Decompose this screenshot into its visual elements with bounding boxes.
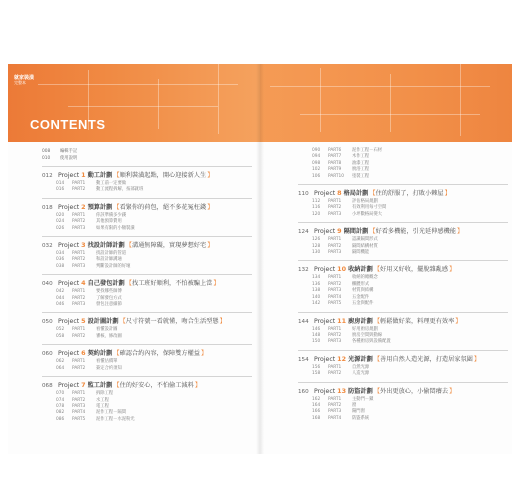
toc-project — [298, 350, 508, 378]
toc-subitem — [42, 334, 252, 340]
project-prefix: Project — [314, 228, 336, 236]
toc-subitem — [298, 416, 508, 422]
subitem-part: PART5 — [72, 416, 86, 422]
subitem-title: 五金與配件 — [352, 301, 374, 307]
subitem-part: PART2 — [72, 397, 86, 403]
toc-subitem — [42, 187, 252, 193]
project-heading — [42, 170, 252, 181]
project-description: 順利裝潢起點，開心迎接新人生 — [119, 172, 207, 179]
subitem-page: 158 — [312, 371, 321, 377]
bracket-open: 【 — [125, 242, 132, 250]
subitem-part: PART3 — [72, 403, 86, 409]
subitem-title: 如果有限的小額裝潢 — [96, 225, 135, 231]
subitem-page: 142 — [312, 301, 321, 307]
project-description: 找工班好順利，不怕被騙上當 — [131, 280, 213, 288]
bracket-close: 】 — [207, 172, 214, 179]
project-title: 隔間計劃 — [343, 228, 369, 236]
project-heading — [42, 278, 252, 289]
subitem-part: PART1 — [72, 289, 86, 295]
subitem-part: PART2 — [328, 281, 342, 287]
intro-page: 010 — [42, 156, 51, 161]
subitem-page: 156 — [312, 364, 321, 370]
header-banner — [8, 64, 260, 142]
subitem-page: 102 — [312, 167, 321, 173]
bracket-close: 】 — [201, 350, 208, 358]
subitem-part: PART1 — [72, 251, 86, 257]
subitem-page: 052 — [56, 327, 65, 333]
subitem-page: 126 — [312, 237, 321, 243]
project-number: 9 — [337, 227, 342, 236]
bracket-close: 】 — [207, 203, 214, 211]
logo-line1: 就家裝潢 — [14, 75, 35, 81]
subitem-part: PART2 — [72, 257, 86, 263]
project-heading — [42, 202, 252, 213]
subitem-part: PART2 — [72, 295, 86, 301]
project-description: 善用自然人造光源，打造居家氛圍 — [380, 355, 473, 363]
bracket-close: 】 — [449, 266, 456, 274]
toc-project — [42, 344, 252, 372]
project-heading — [298, 226, 508, 237]
toc-subitem — [42, 366, 252, 372]
subitem-title: 審核、修改圖 — [96, 333, 122, 339]
subitem-part: PART1 — [328, 326, 342, 332]
subitem-title: 櫃體形式 — [352, 281, 370, 287]
toc-subitem — [42, 417, 252, 423]
subitem-page: 168 — [312, 415, 321, 421]
bracket-open: 【 — [113, 203, 120, 211]
project-prefix: Project — [314, 355, 336, 363]
publisher-logo — [14, 74, 36, 96]
subitem-title: 各種廚房與設備配置 — [352, 339, 391, 345]
subitem-title: 廚浴工程 — [352, 167, 370, 173]
subitem-part: PART1 — [72, 212, 86, 218]
project-title: 自己發包計劃 — [87, 280, 125, 288]
subitem-page: 162 — [312, 396, 321, 402]
subitem-page: 134 — [312, 275, 321, 281]
bracket-open: 【 — [373, 317, 381, 325]
subitem-part: PART1 — [328, 275, 342, 281]
subitem-title: 找設計師的管道 — [96, 251, 127, 257]
subitem-page: 120 — [312, 211, 321, 217]
subitem-title: 泥作工程－石材 — [352, 148, 383, 153]
bracket-open: 【 — [119, 318, 126, 326]
subitem-part: PART1 — [328, 364, 342, 370]
subitem-page: 046 — [56, 302, 65, 308]
bracket-close: 】 — [219, 318, 226, 326]
project-description: 尺寸符號一看就懂，吻合生活型態 — [125, 318, 219, 326]
subitem-title: 木作工程 — [352, 154, 370, 160]
project-number: 7 — [81, 381, 86, 390]
contents-title: CONTENTS — [30, 117, 106, 132]
intro-entry — [42, 148, 252, 155]
right-toc-column — [298, 148, 508, 422]
subitem-part: PART10 — [328, 173, 345, 179]
project-heading — [42, 240, 252, 251]
project-prefix: Project — [58, 350, 80, 358]
bracket-open: 【 — [125, 280, 132, 288]
bracket-open: 【 — [373, 266, 381, 274]
project-description: 看緊你的荷包，絕不多花冤枉錢 — [119, 203, 207, 211]
project-page: 132 — [298, 267, 309, 274]
subitem-page: 128 — [312, 243, 321, 249]
project-number: 8 — [337, 189, 342, 198]
subitem-title: 簽定合約須知 — [96, 365, 122, 371]
subitem-title: 小坪數格局變大 — [352, 211, 383, 217]
subitem-page: 020 — [56, 212, 65, 218]
project-heading — [42, 316, 252, 327]
project-prefix: Project — [314, 190, 336, 198]
subitem-title: 了解發包方式 — [96, 295, 122, 301]
book-spread — [8, 64, 512, 454]
intro-title: 編輯手記 — [60, 149, 78, 154]
subitem-title: 自然光源 — [352, 364, 370, 370]
toc-project — [42, 312, 252, 340]
subitem-page: 086 — [56, 416, 65, 422]
subitem-page: 148 — [312, 332, 321, 338]
subitem-page: 106 — [312, 173, 321, 179]
subitem-page: 034 — [56, 251, 65, 257]
bracket-open: 【 — [113, 382, 120, 390]
subitem-title: 塗裝工程 — [352, 173, 370, 179]
project-page: 040 — [42, 281, 53, 288]
project-title: 預算計劃 — [87, 203, 113, 211]
bracket-open: 【 — [373, 387, 381, 395]
subitem-title: 看懂估價單 — [96, 359, 118, 365]
subitem-title: 收納的總概念 — [352, 275, 378, 281]
project-page: 154 — [298, 356, 309, 363]
subitem-page: 136 — [312, 281, 321, 287]
subitem-page: 166 — [312, 409, 321, 415]
subitem-part: PART1 — [328, 237, 342, 243]
subitem-page: 036 — [56, 257, 65, 263]
subitem-page: 016 — [56, 187, 65, 193]
project-title: 找設計師計劃 — [87, 242, 125, 250]
subitem-page: 138 — [312, 288, 321, 294]
project-page: 018 — [42, 204, 53, 211]
subitem-title: 有效利用每寸空間 — [352, 205, 387, 211]
toc-project — [298, 222, 508, 256]
project-title: 動工計劃 — [87, 172, 113, 179]
intro-title: 使用說明 — [60, 156, 78, 161]
subitem-part: PART2 — [72, 187, 86, 193]
project-description: 好用又好收，擺脫雜亂感 — [380, 266, 449, 274]
project-page: 012 — [42, 173, 53, 179]
subitem-part: PART3 — [72, 263, 86, 269]
subitem-part: PART1 — [328, 396, 342, 402]
subitem-part: PART4 — [72, 410, 86, 416]
bracket-close: 】 — [473, 355, 481, 363]
project-description: 外出更放心，小偷悶癢去 — [380, 387, 449, 395]
project-number: 5 — [81, 317, 86, 326]
subitem-title: 好用廚房規劃 — [352, 326, 378, 332]
bracket-close: 】 — [455, 317, 462, 325]
bracket-close: 】 — [444, 190, 451, 198]
subitem-title: 主動門－鎖 — [352, 396, 374, 402]
subitem-page: 038 — [56, 263, 65, 269]
project-title: 收納計劃 — [348, 266, 373, 274]
toc-subitem — [298, 339, 508, 345]
subitem-part: PART2 — [72, 365, 86, 371]
project-title: 設計圖計劃 — [87, 318, 119, 326]
project-number: 10 — [337, 265, 347, 274]
subitem-part: PART6 — [328, 148, 342, 153]
subitem-page: 098 — [312, 160, 321, 166]
subitem-title: 五金配件 — [352, 294, 370, 300]
project-title: 契約計劃 — [87, 350, 113, 358]
subitem-part: PART1 — [328, 199, 342, 205]
subitem-part: PART8 — [328, 160, 342, 166]
project-prefix: Project — [58, 203, 80, 211]
subitem-title: 看懂設計圖 — [96, 327, 118, 333]
toc-project — [42, 274, 252, 308]
toc-subitem — [298, 301, 508, 307]
subitem-part: PART3 — [328, 409, 342, 415]
subitem-title: 材質與結構 — [352, 288, 374, 294]
toc-subitem — [298, 212, 508, 218]
project-prefix: Project — [314, 317, 336, 325]
subitem-page: 090 — [312, 148, 321, 153]
toc-project — [298, 312, 508, 346]
bracket-close: 】 — [213, 280, 220, 288]
project-prefix: Project — [58, 172, 80, 179]
project-page: 110 — [298, 191, 309, 198]
toc-project — [42, 166, 252, 194]
project-prefix: Project — [314, 266, 336, 274]
subitem-page: 112 — [312, 199, 321, 205]
book-gutter — [256, 64, 264, 454]
subitem-title: 評估格局規劃 — [352, 199, 378, 205]
toc-project — [42, 236, 252, 270]
subitem-title: 判斷設計師的好壞 — [96, 263, 131, 269]
subitem-part: PART2 — [328, 371, 342, 377]
project-number: 3 — [81, 241, 86, 250]
project-number: 13 — [337, 386, 347, 395]
subitem-part: PART2 — [72, 219, 86, 225]
subitem-page: 062 — [56, 359, 65, 365]
subitem-part: PART4 — [328, 415, 342, 421]
project-number: 12 — [337, 354, 347, 363]
toc-subitem — [42, 302, 252, 308]
subitem-page: 140 — [312, 294, 321, 300]
bracket-close: 】 — [194, 382, 201, 390]
project-number: 11 — [337, 316, 347, 325]
left-page — [8, 64, 260, 454]
subitem-part: PART4 — [328, 294, 342, 300]
project-title: 光源計劃 — [348, 355, 373, 363]
subitem-part: PART1 — [72, 391, 86, 397]
project-prefix: Project — [58, 382, 80, 390]
toc-project — [42, 198, 252, 232]
project-heading — [298, 264, 508, 275]
toc-subitem — [298, 371, 508, 377]
project-number: 4 — [81, 279, 86, 288]
bracket-open: 【 — [369, 228, 376, 236]
subitem-title: 你該準備多少錢 — [96, 212, 127, 218]
subitem-title: 泥作工程－水泥粉光 — [96, 416, 135, 422]
project-title: 廚房計劃 — [348, 317, 373, 325]
subitem-title: 動工流程拆解，按部就班 — [96, 187, 144, 193]
subitem-page: 070 — [56, 391, 65, 397]
subitem-title: 動工前一定要做 — [96, 181, 127, 186]
subitem-part: PART7 — [328, 154, 342, 160]
subitem-page: 078 — [56, 403, 65, 409]
subitem-page: 026 — [56, 225, 65, 231]
subitem-title: 拆除工程 — [96, 391, 114, 397]
subitem-part: PART1 — [72, 359, 86, 365]
subitem-part: PART3 — [328, 339, 342, 345]
subitem-part: PART3 — [328, 250, 342, 256]
toc-subitem — [42, 264, 252, 270]
subitem-page: 042 — [56, 289, 65, 295]
subitem-title: 隔間機能 — [352, 250, 370, 256]
subitem-page: 116 — [312, 205, 321, 211]
subitem-part: PART3 — [72, 225, 86, 231]
subitem-page: 014 — [56, 181, 65, 186]
subitem-page: 164 — [312, 402, 321, 408]
project-page: 050 — [42, 319, 53, 326]
project-prefix: Project — [58, 318, 80, 326]
subitem-part: PART3 — [328, 211, 342, 217]
subitem-title: 泥作工程－隔間 — [96, 410, 127, 416]
subitem-title: 水工程 — [96, 397, 109, 403]
intro-page: 008 — [42, 149, 51, 154]
subitem-title: 隔間結構材質 — [352, 243, 378, 249]
toc-project — [298, 184, 508, 218]
project-prefix: Project — [58, 280, 80, 288]
subitem-page: 094 — [312, 154, 321, 160]
subitem-part: PART3 — [72, 302, 86, 308]
subitem-page: 146 — [312, 326, 321, 332]
project-page: 144 — [298, 318, 309, 325]
subitem-title: 認識隔間形式 — [352, 237, 378, 243]
subitem-part: PART2 — [328, 205, 342, 211]
subitem-title: 和設計師溝通 — [96, 257, 122, 263]
toc-project — [298, 260, 508, 307]
project-title: 監工計劃 — [87, 382, 113, 390]
bracket-open: 【 — [113, 350, 120, 358]
subitem-title: 發包注意細節 — [96, 302, 122, 308]
project-page: 060 — [42, 351, 53, 358]
project-number: 6 — [81, 349, 86, 358]
project-prefix: Project — [314, 387, 336, 395]
project-page: 160 — [298, 388, 309, 395]
subitem-part: PART3 — [328, 288, 342, 294]
subitem-title: 廚房空間與動線 — [352, 332, 383, 338]
subitem-part: PART2 — [328, 332, 342, 338]
bracket-open: 【 — [369, 190, 376, 198]
project-heading — [42, 380, 252, 391]
toc-subitem — [298, 250, 508, 256]
toc-project — [42, 376, 252, 423]
project-page: 124 — [298, 229, 309, 236]
project-page: 032 — [42, 243, 53, 250]
subitem-title: 要找哪些師傅 — [96, 289, 122, 295]
right-page — [260, 64, 512, 454]
subitem-page: 058 — [56, 333, 65, 339]
subitem-page: 150 — [312, 339, 321, 345]
bracket-close: 】 — [457, 228, 464, 236]
subitem-title: 油漆工程 — [352, 160, 370, 166]
project-description: 住的舒服了，打敗小棘屋 — [375, 190, 444, 198]
project-description: 輕鬆做好菜，料理更有效率 — [380, 317, 455, 325]
subitem-page: 074 — [56, 397, 65, 403]
toc-subitem — [42, 226, 252, 232]
project-number: 1 — [81, 171, 86, 179]
subitem-part: PART2 — [72, 333, 86, 339]
subitem-page: 130 — [312, 250, 321, 256]
project-title: 格局計劃 — [343, 190, 369, 198]
header-banner-right — [260, 64, 512, 142]
project-description: 溝通無障礙，實現夢想好宅 — [131, 242, 207, 250]
project-heading — [298, 316, 508, 327]
subitem-title: 陽門窗 — [352, 409, 365, 415]
subitem-page: 064 — [56, 365, 65, 371]
project-description: 住的好安心，不怕偷工減料 — [119, 382, 194, 390]
subitem-title: 人造光源 — [352, 371, 370, 377]
project-number: 2 — [81, 202, 86, 211]
logo-line2: 完整本 — [14, 80, 26, 85]
left-toc-column — [42, 148, 252, 423]
project-description: 好看多機能，引光延伸感機能 — [375, 228, 456, 236]
project-heading — [298, 386, 508, 397]
project-heading — [42, 348, 252, 359]
subitem-title: 其他預算費用 — [96, 219, 122, 225]
intro-entry — [42, 155, 252, 162]
bracket-close: 】 — [207, 242, 214, 250]
toc-subitem — [298, 174, 508, 180]
subitem-part: PART5 — [328, 301, 342, 307]
bracket-open: 【 — [113, 172, 120, 179]
project-prefix: Project — [58, 242, 80, 250]
subitem-page: 024 — [56, 219, 65, 225]
toc-project — [298, 382, 508, 423]
subitem-page: 044 — [56, 295, 65, 301]
subitem-part: PART1 — [72, 181, 86, 186]
bracket-open: 【 — [373, 355, 381, 363]
subitem-title: 防盜系統 — [352, 415, 370, 421]
subitem-title: 窗 — [352, 402, 357, 408]
project-heading — [298, 354, 508, 365]
bracket-close: 】 — [449, 387, 456, 395]
subitem-page: 082 — [56, 410, 65, 416]
subitem-title: 電工程 — [96, 403, 109, 409]
project-description: 確認合約內容，保障雙方權益 — [119, 350, 200, 358]
project-heading — [298, 188, 508, 199]
subitem-part: PART1 — [72, 327, 86, 333]
project-title: 防盜計劃 — [348, 387, 373, 395]
subitem-part: PART9 — [328, 167, 342, 173]
project-page: 068 — [42, 383, 53, 390]
subitem-part: PART2 — [328, 402, 342, 408]
subitem-part: PART2 — [328, 243, 342, 249]
